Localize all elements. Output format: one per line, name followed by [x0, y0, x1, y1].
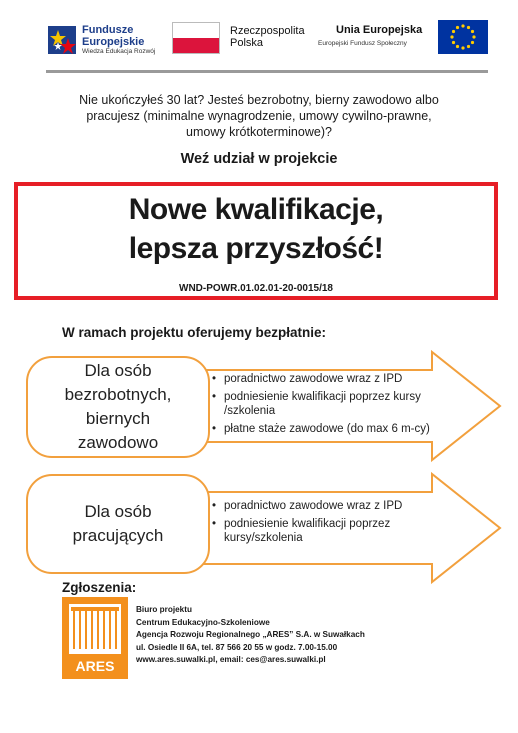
project-title-line2: lepsza przyszłość!	[128, 232, 384, 265]
list-item: • podniesienie kwalifikacji poprzez kursy/szkolenia	[212, 517, 442, 545]
pl-line2: Polska	[230, 37, 264, 49]
list-item: • podniesienie kwalifikacji poprzez kursy /szkolenia	[212, 390, 462, 418]
contact-line4: ul. Osiedle II 6A, tel. 87 566 20 55 w godz. 7.00-15.00	[136, 642, 338, 652]
list-item: • płatne staże zawodowe (do max 6 m-cy)	[212, 422, 462, 436]
project-title-line1: Nowe kwalifikacje,	[128, 193, 384, 226]
intro-line1: Nie ukończyłeś 30 lat? Jesteś bezrobotny, bierny zawodowo albo	[79, 93, 439, 107]
fe-title-line2: Europejskie	[82, 36, 145, 48]
group1-label-line2: bezrobotnych,	[64, 385, 172, 404]
group-working-offer-list	[212, 499, 442, 549]
list-item: • poradnictwo zawodowe wraz z IPD	[212, 499, 442, 513]
group2-label-line1: Dla osób	[84, 502, 152, 521]
fundusze-europejskie-logo	[46, 20, 166, 60]
rzeczpospolita-polska-logo	[172, 22, 322, 58]
polish-flag-icon	[172, 22, 220, 54]
group1-label-line3: biernych	[85, 409, 151, 428]
intro-line3: umowy krótkoterminowe)?	[186, 125, 332, 139]
group-working-box	[26, 474, 210, 574]
unia-europejska-logo	[318, 20, 488, 60]
group1-label-line4: zawodowo	[77, 433, 159, 452]
fundusze-europejskie-star-icon	[46, 24, 78, 56]
ares-logo-text: ARES	[75, 658, 115, 674]
header-divider	[46, 70, 488, 73]
applications-heading: Zgłoszenia:	[62, 580, 137, 595]
pl-line1: Rzeczpospolita	[230, 25, 305, 37]
group1-label-line1: Dla osób	[84, 361, 152, 380]
contact-block	[136, 604, 365, 667]
contact-line5: www.ares.suwalki.pl, email: ces@ares.suwalki.pl	[136, 655, 326, 664]
eu-flag-icon	[438, 20, 488, 54]
intro-line2: pracujesz (minimalne wynagrodzenie, umowy cywilno-prawne,	[86, 109, 432, 123]
eu-title: Unia Europejska	[336, 24, 423, 36]
eu-subtitle: Europejski Fundusz Społeczny	[318, 40, 407, 47]
list-item: • poradnictwo zawodowe wraz z IPD	[212, 372, 462, 386]
intro-text	[40, 92, 478, 140]
contact-line3: Agencja Rozwoju Regionalnego „ARES” S.A. w Suwałkach	[136, 630, 365, 639]
offer-heading: W ramach projektu oferujemy bezpłatnie:	[62, 325, 327, 340]
fe-subtitle: Wiedza Edukacja Rozwój	[82, 48, 156, 55]
contact-line1: Biuro projektu	[136, 605, 192, 614]
join-project-heading: Weź udział w projekcie	[180, 151, 338, 167]
group-unemployed-offer-list	[212, 372, 462, 440]
group-unemployed-box	[26, 356, 210, 458]
fe-title-line1: Fundusze	[82, 24, 134, 36]
group2-label-line2: pracujących	[72, 526, 164, 545]
contact-line2: Centrum Edukacyjno-Szkoleniowe	[136, 617, 270, 627]
project-code: WND-POWR.01.02.01-20-0015/18	[179, 283, 333, 294]
ares-logo	[62, 597, 128, 679]
